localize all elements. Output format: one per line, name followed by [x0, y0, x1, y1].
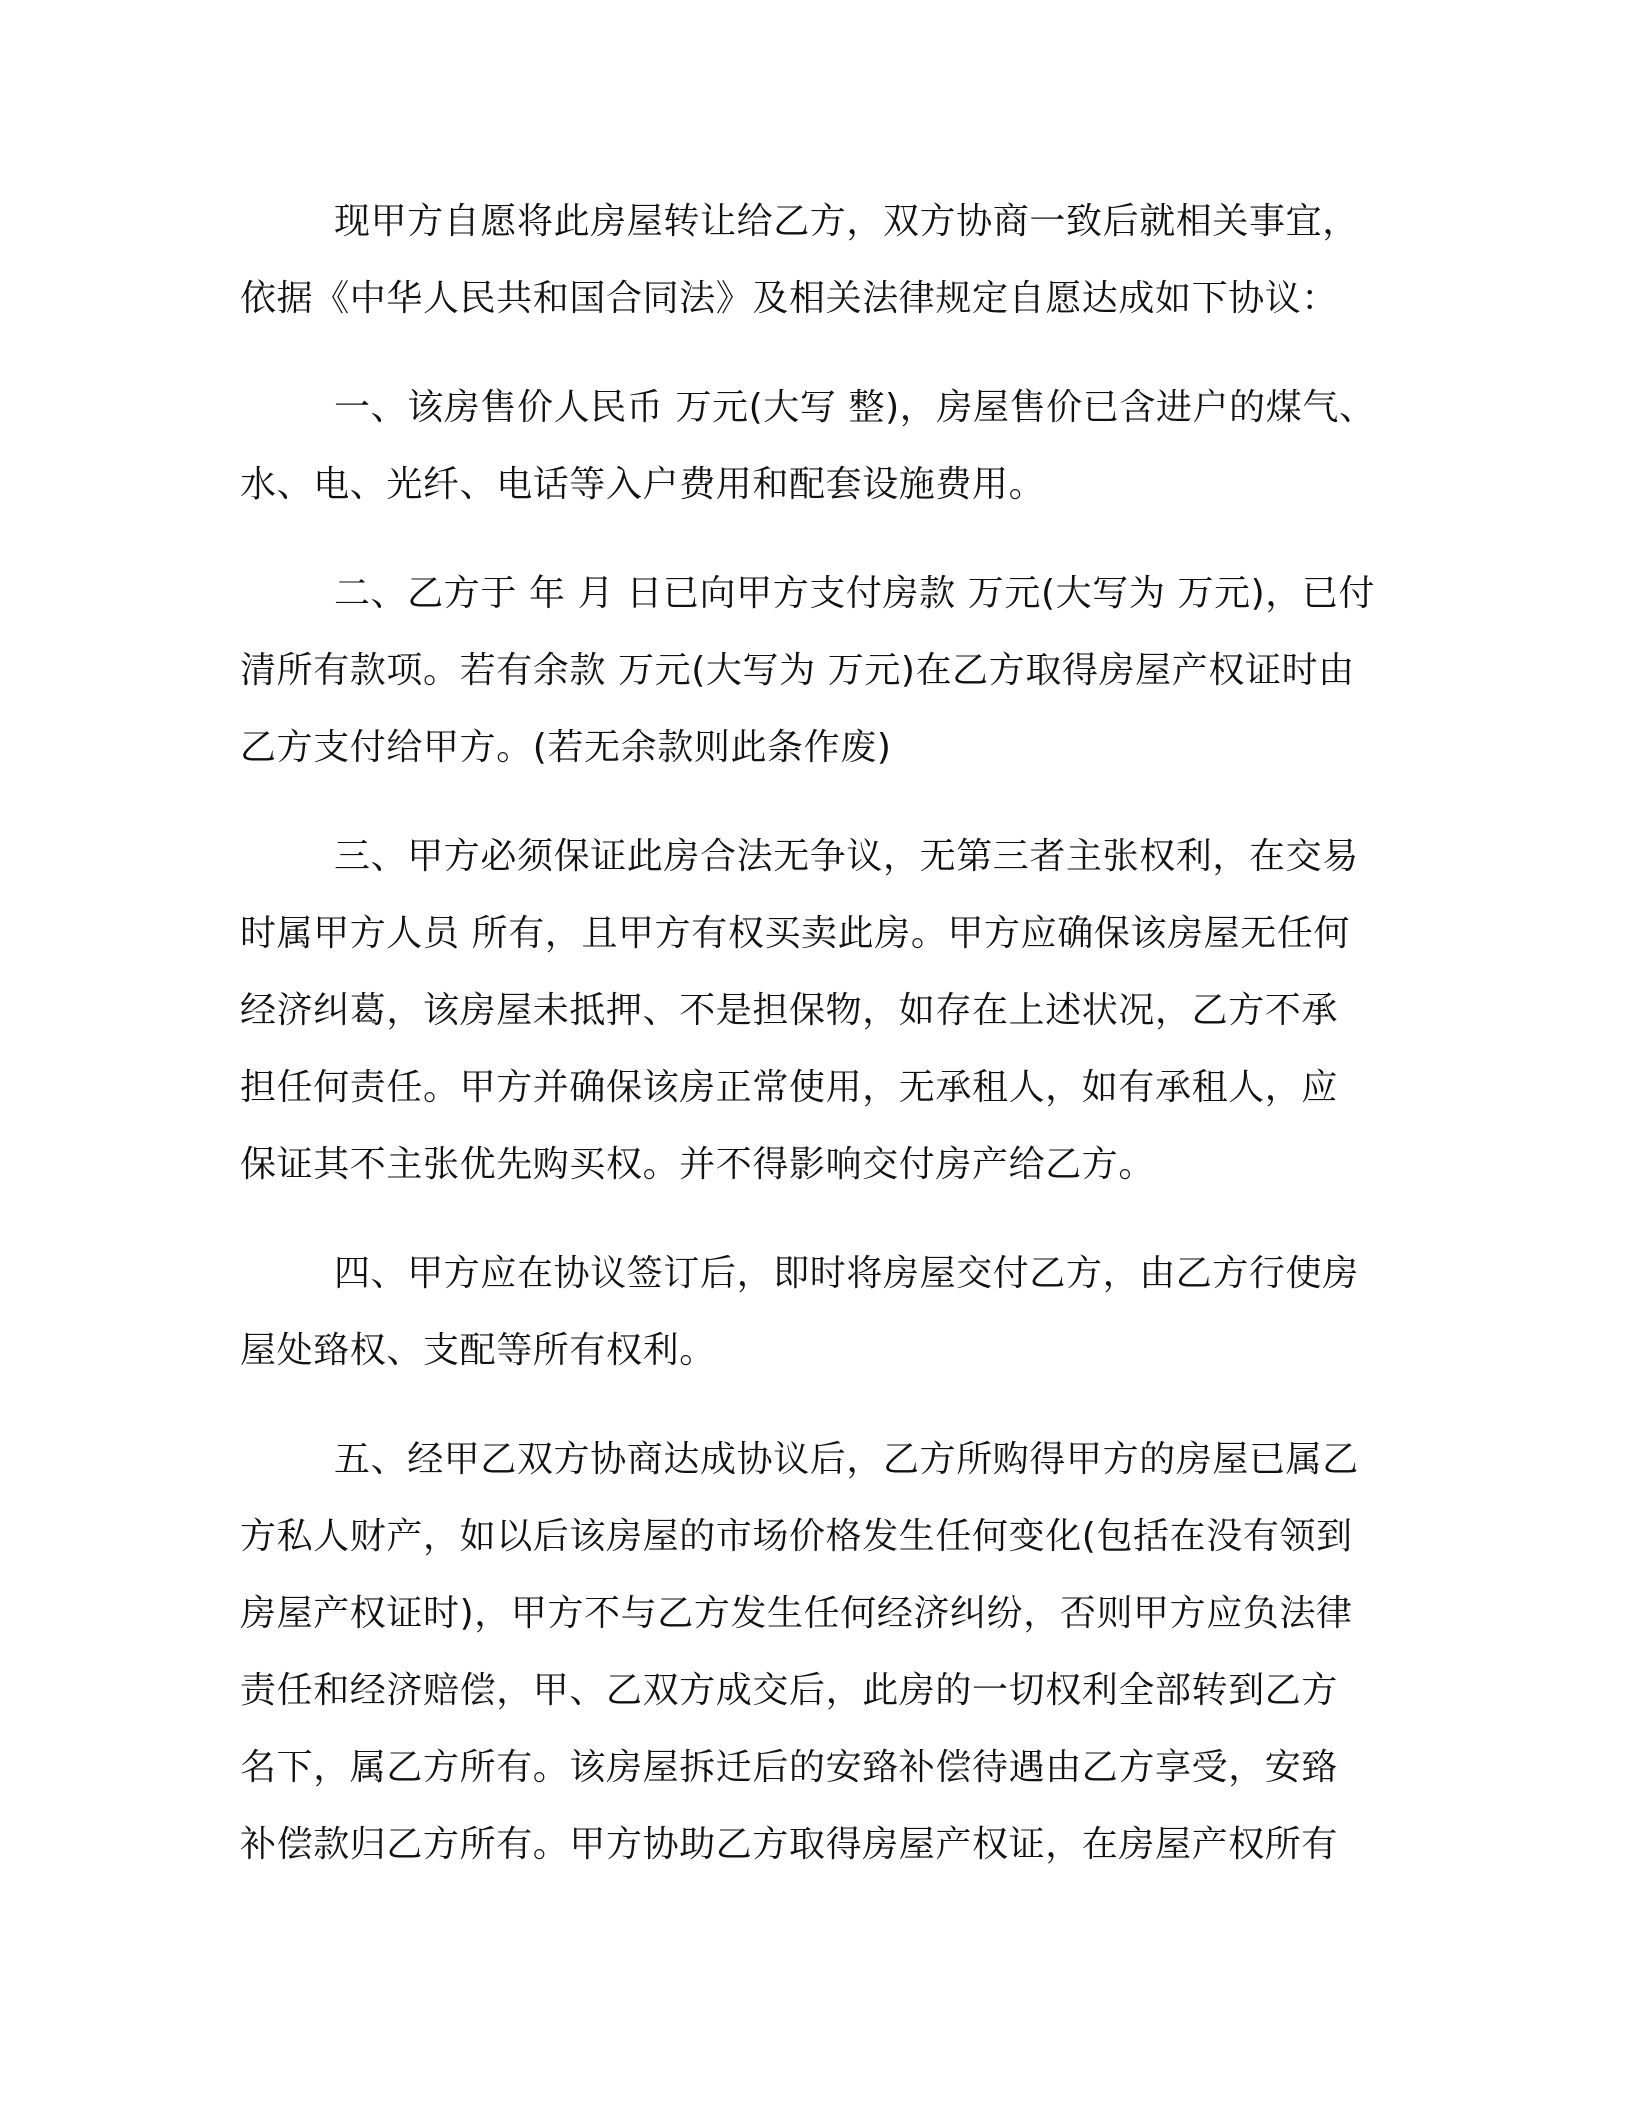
text-line: 五、经甲乙双方协商达成协议后，乙方所购得甲方的房屋已属乙 [334, 1439, 1359, 1480]
paragraph-clause-2 [240, 555, 1382, 786]
paragraph-clause-1 [240, 369, 1382, 523]
text-line: 二、乙方于 年 月 日已向甲方支付房款 万元(大写为 万元)，已付 [334, 573, 1376, 614]
paragraph-clause-5 [240, 1421, 1382, 1883]
text-line: 补偿款归乙方所有。甲方协助乙方取得房屋产权证，在房屋产权所有 [240, 1824, 1339, 1865]
text-line: 房屋产权证时)，甲方不与乙方发生任何经济纠纷，否则甲方应负法律 [240, 1593, 1353, 1634]
text-line: 屋处臵权、支配等所有权利。 [240, 1330, 716, 1371]
text-line: 四、甲方应在协议签订后，即时将房屋交付乙方，由乙方行使房 [334, 1253, 1359, 1294]
text-line: 一、该房售价人民币 万元(大写 整)，房屋售价已含进户的煤气、 [334, 387, 1376, 428]
text-line: 乙方支付给甲方。(若无余款则此条作废) [240, 727, 892, 768]
text-line: 经济纠葛，该房屋未抵押、不是担保物，如存在上述状况，乙方不承 [240, 990, 1339, 1031]
document-body [240, 183, 1382, 1883]
text-line: 保证其不主张优先购买权。并不得影响交付房产给乙方。 [240, 1144, 1156, 1185]
text-line: 三、甲方必须保证此房合法无争议，无第三者主张权利，在交易 [334, 836, 1359, 877]
text-line: 时属甲方人员 所有，且甲方有权买卖此房。甲方应确保该房屋无任何 [240, 913, 1351, 954]
text-line: 名下，属乙方所有。该房屋拆迁后的安臵补偿待遇由乙方享受，安臵 [240, 1747, 1339, 1788]
text-line: 责任和经济赔偿，甲、乙双方成交后，此房的一切权利全部转到乙方 [240, 1670, 1339, 1711]
text-line: 方私人财产，如以后该房屋的市场价格发生任何变化(包括在没有领到 [240, 1516, 1353, 1557]
paragraph-clause-3 [240, 818, 1382, 1203]
paragraph-clause-4 [240, 1235, 1382, 1389]
text-line: 担任何责任。甲方并确保该房正常使用，无承租人，如有承租人，应 [240, 1067, 1339, 1108]
paragraph-preamble [240, 183, 1382, 337]
text-line: 依据《中华人民共和国合同法》及相关法律规定自愿达成如下协议： [240, 278, 1339, 319]
text-line: 现甲方自愿将此房屋转让给乙方，双方协商一致后就相关事宜， [334, 201, 1359, 242]
text-line: 水、电、光纤、电话等入户费用和配套设施费用。 [240, 464, 1046, 505]
text-line: 清所有款项。若有余款 万元(大写为 万元)在乙方取得房屋产权证时由 [240, 650, 1355, 691]
